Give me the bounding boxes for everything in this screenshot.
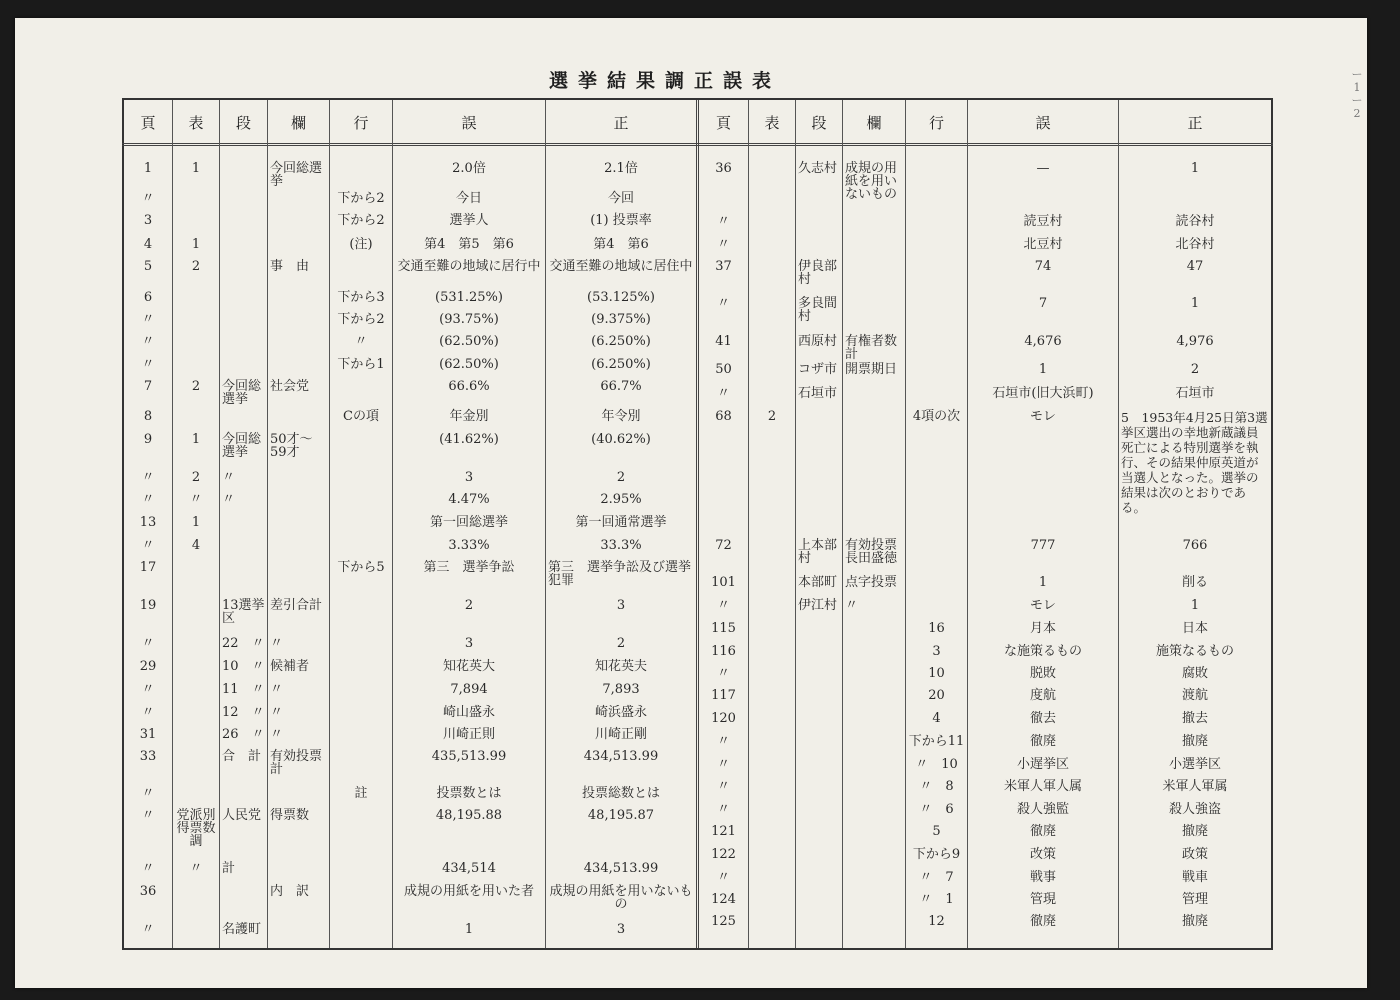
right-row-10-wrong: 1	[1038, 575, 1048, 590]
left-row-9-table: 2	[191, 379, 201, 394]
left-row-10-right: 年令別	[601, 409, 641, 424]
column-divider	[905, 100, 906, 948]
right-row-3-wrong: 74	[1034, 259, 1052, 274]
page-title: 選挙結果調正誤表	[548, 70, 781, 92]
right-row-23-wrong: 戦事	[1029, 870, 1056, 885]
left-row-21-page: 〃	[141, 705, 155, 720]
margin-note: ー1ー 2	[1351, 68, 1363, 120]
left-row-19-ran: 候補者	[270, 659, 310, 674]
column-divider	[842, 100, 843, 948]
left-row-0-ran: 今回総選挙	[270, 161, 323, 189]
right-row-25-page: 125	[711, 914, 736, 929]
left-row-20-page: 〃	[141, 682, 155, 697]
right-row-5-wrong: 4,676	[1024, 334, 1062, 349]
header-right-wrong: 誤	[1035, 114, 1051, 132]
column-divider	[329, 100, 330, 948]
left-row-7-wrong: (62.50%)	[439, 334, 499, 349]
right-row-6-page: 50	[715, 362, 732, 377]
left-row-4-table: 2	[191, 259, 201, 274]
left-row-4-right: 交通至難の地域に居住中	[549, 259, 693, 274]
column-divider	[392, 100, 393, 948]
left-row-16-right: 第三 選挙争訟及び選挙犯罪	[548, 560, 692, 588]
left-row-28-dan: 名護町	[222, 922, 262, 937]
left-row-0-wrong: 2.0倍	[452, 161, 486, 176]
left-row-25-page: 〃	[141, 808, 155, 823]
right-row-1-wrong: 読豆村	[1023, 214, 1063, 229]
right-row-12-page: 115	[711, 621, 736, 636]
column-divider	[172, 100, 173, 948]
right-row-11-page: 〃	[716, 598, 730, 613]
right-row-9-right: 766	[1182, 538, 1208, 553]
right-row-10-page: 101	[711, 575, 736, 590]
right-row-14-page: 〃	[716, 666, 730, 681]
left-row-7-right: (6.250%)	[591, 334, 651, 349]
left-row-13-wrong: 4.47%	[448, 492, 490, 507]
header-right-page: 頁	[715, 114, 731, 132]
left-row-11-wrong: (41.62%)	[439, 432, 499, 447]
left-row-21-ran: 〃	[270, 705, 284, 720]
left-row-1-wrong: 今日	[455, 191, 482, 206]
left-row-11-dan: 今回総選挙	[222, 432, 262, 460]
left-row-14-table: 1	[191, 515, 201, 530]
left-row-25-table: 党派別得票数調	[176, 808, 216, 849]
left-row-23-dan: 合 計	[222, 749, 262, 764]
right-row-7-dan: 石垣市	[798, 386, 838, 401]
right-row-20-right: 殺人強盗	[1168, 802, 1221, 817]
left-row-16-page: 17	[139, 560, 157, 575]
right-row-4-right: 1	[1190, 296, 1200, 311]
right-row-9-ran: 有効投票長田盛徳	[845, 538, 898, 566]
right-row-17-wrong: 徹廃	[1029, 734, 1056, 749]
left-row-22-wrong: 川崎正則	[442, 727, 495, 742]
column-divider	[748, 100, 749, 948]
left-row-2-wrong: 選挙人	[449, 213, 489, 228]
left-row-26-right: 434,513.99	[583, 861, 659, 876]
header-left-table: 表	[188, 114, 204, 132]
left-row-9-ran: 社会党	[270, 379, 310, 394]
right-row-9-page: 72	[715, 538, 732, 553]
right-row-6-right: 2	[1190, 362, 1200, 377]
right-row-20-gyo: 〃 6	[919, 802, 954, 817]
right-row-24-page: 124	[711, 892, 736, 907]
left-row-7-gyo: 〃	[354, 334, 368, 349]
right-row-0-ran: 成規の用紙を用いないもの	[845, 161, 898, 202]
right-row-25-gyo: 12	[928, 914, 945, 929]
right-row-20-page: 〃	[716, 802, 730, 817]
right-row-15-page: 117	[711, 688, 736, 703]
left-row-13-right: 2.95%	[600, 492, 642, 507]
right-row-4-wrong: 7	[1038, 296, 1048, 311]
right-row-10-right: 削る	[1181, 575, 1208, 590]
left-row-22-ran: 〃	[270, 727, 284, 742]
left-row-3-wrong: 第4 第5 第6	[424, 237, 514, 252]
left-row-10-page: 8	[143, 409, 153, 424]
left-row-27-page: 36	[139, 884, 157, 899]
column-divider	[795, 100, 796, 948]
right-row-16-page: 120	[711, 711, 736, 726]
left-row-27-right: 成規の用紙を用いないもの	[549, 884, 693, 912]
right-row-0-right: 1	[1190, 161, 1200, 176]
left-row-12-wrong: 3	[464, 470, 474, 485]
left-row-25-wrong: 48,195.88	[435, 808, 503, 823]
left-row-12-right: 2	[616, 470, 626, 485]
right-row-8-right: 5 1953年4月25日第3選挙区選出の幸地新蔵議員死亡による特別選挙を執行、その結果仲原英道が当選人となった。選挙の結果は次のとおりである。	[1121, 410, 1268, 515]
right-row-19-right: 米軍人軍属	[1162, 779, 1228, 794]
left-row-8-page: 〃	[141, 357, 155, 372]
header-right-ran: 欄	[866, 114, 882, 132]
right-row-6-wrong: 1	[1038, 362, 1048, 377]
left-row-25-dan: 人民党	[222, 808, 262, 823]
left-row-6-wrong: (93.75%)	[439, 312, 499, 327]
left-row-10-wrong: 年金別	[449, 409, 489, 424]
left-row-13-dan: 〃	[222, 492, 236, 507]
right-row-13-gyo: 3	[932, 644, 941, 659]
left-row-5-gyo: 下から3	[337, 290, 385, 305]
right-row-24-right: 管理	[1181, 892, 1208, 907]
right-row-21-wrong: 徹廃	[1029, 824, 1056, 839]
left-row-26-table: 〃	[189, 861, 203, 876]
right-row-17-gyo: 下から11	[908, 734, 965, 749]
right-row-17-page: 〃	[716, 734, 730, 749]
left-row-5-wrong: (531.25%)	[435, 290, 503, 305]
left-row-6-gyo: 下から2	[337, 312, 385, 327]
right-row-17-right: 撤廃	[1181, 734, 1208, 749]
left-row-18-page: 〃	[141, 636, 155, 651]
right-row-16-gyo: 4	[932, 711, 941, 726]
header-left-page: 頁	[140, 114, 156, 132]
left-row-8-wrong: (62.50%)	[439, 357, 499, 372]
left-row-3-page: 4	[143, 237, 153, 252]
left-row-22-dan: 26 〃	[222, 727, 265, 742]
header-right-right: 正	[1187, 114, 1203, 132]
left-row-13-table: 〃	[189, 492, 203, 507]
right-row-23-page: 〃	[716, 870, 730, 885]
right-row-20-wrong: 殺人強監	[1016, 802, 1069, 817]
left-row-14-right: 第一回通常選挙	[575, 515, 667, 530]
right-row-24-wrong: 管現	[1029, 892, 1056, 907]
right-row-1-right: 読谷村	[1175, 214, 1215, 229]
right-row-13-right: 施策なるもの	[1155, 644, 1234, 659]
left-row-24-wrong: 投票数とは	[436, 786, 502, 801]
left-row-0-page: 1	[143, 161, 153, 176]
right-row-8-gyo: 4項の次	[912, 409, 961, 424]
right-row-14-wrong: 脱敗	[1029, 666, 1056, 681]
left-row-22-page: 31	[139, 727, 157, 742]
right-row-16-right: 撤去	[1181, 711, 1208, 726]
left-row-26-page: 〃	[141, 861, 155, 876]
left-row-12-page: 〃	[141, 470, 155, 485]
left-row-23-ran: 有効投票計	[270, 749, 323, 777]
left-row-2-gyo: 下から2	[337, 213, 385, 228]
right-row-15-gyo: 20	[928, 688, 945, 703]
right-row-8-wrong: モレ	[1029, 409, 1056, 424]
right-row-18-gyo: 〃 10	[915, 757, 958, 772]
left-row-15-table: 4	[191, 538, 201, 553]
right-row-11-wrong: モレ	[1029, 598, 1056, 613]
left-row-25-right: 48,195.87	[587, 808, 655, 823]
left-row-18-wrong: 3	[464, 636, 474, 651]
left-row-25-ran: 得票数	[270, 808, 310, 823]
left-row-0-table: 1	[191, 161, 201, 176]
left-row-4-ran: 事 由	[270, 259, 310, 274]
left-row-19-dan: 10 〃	[222, 659, 265, 674]
left-row-23-page: 33	[139, 749, 157, 764]
left-row-15-page: 〃	[141, 538, 155, 553]
right-row-10-dan: 本部町	[798, 575, 838, 590]
left-row-19-right: 知花英夫	[594, 659, 647, 674]
left-row-16-wrong: 第三 選挙争訟	[423, 560, 515, 575]
left-row-24-right: 投票総数とは	[581, 786, 660, 801]
left-row-2-right: (1) 投票率	[590, 213, 652, 228]
header-left-gyo: 行	[353, 114, 369, 132]
header-left-dan: 段	[235, 114, 251, 132]
left-row-3-table: 1	[191, 237, 201, 252]
right-row-11-ran: 〃	[845, 598, 859, 613]
right-row-6-dan: コザ市	[798, 362, 838, 377]
right-row-22-right: 政策	[1181, 847, 1208, 862]
right-row-23-right: 戦車	[1181, 870, 1208, 885]
right-row-7-wrong: 石垣市(旧大浜町)	[992, 386, 1094, 401]
left-row-11-ran: 50才〜59才	[270, 432, 313, 460]
left-row-9-dan: 今回総選挙	[222, 379, 262, 407]
left-row-17-dan: 13選挙区	[222, 598, 265, 626]
left-row-18-dan: 22 〃	[222, 636, 265, 651]
right-row-22-wrong: 改策	[1029, 847, 1056, 862]
left-row-10-gyo: Cの項	[343, 409, 379, 424]
right-row-21-gyo: 5	[932, 824, 941, 839]
right-row-3-right: 47	[1186, 259, 1204, 274]
right-row-8-table: 2	[767, 409, 777, 424]
left-row-17-page: 19	[139, 598, 157, 613]
right-row-13-page: 116	[711, 644, 736, 659]
right-row-11-dan: 伊江村	[798, 598, 838, 613]
column-divider	[219, 100, 220, 948]
right-row-14-right: 腐敗	[1181, 666, 1208, 681]
left-row-19-page: 29	[139, 659, 157, 674]
right-row-22-page: 122	[711, 847, 736, 862]
right-row-3-dan: 伊良部村	[798, 259, 838, 287]
left-row-9-wrong: 66.6%	[448, 379, 490, 394]
header-right-dan: 段	[811, 114, 827, 132]
left-row-26-dan: 計	[222, 861, 236, 876]
right-row-2-page: 〃	[716, 237, 730, 252]
left-row-1-page: 〃	[141, 191, 155, 206]
right-row-11-right: 1	[1190, 598, 1200, 613]
right-row-1-page: 〃	[716, 214, 730, 229]
left-row-14-page: 13	[139, 515, 157, 530]
left-row-27-ran: 内 訳	[270, 884, 310, 899]
right-row-19-gyo: 〃 8	[919, 779, 954, 794]
right-row-25-right: 撤廃	[1181, 914, 1208, 929]
left-row-22-right: 川崎正剛	[594, 727, 647, 742]
left-row-11-right: (40.62%)	[591, 432, 651, 447]
left-row-28-page: 〃	[141, 922, 155, 937]
right-row-13-wrong: な施策るもの	[1003, 644, 1082, 659]
right-row-23-gyo: 〃 7	[919, 870, 954, 885]
left-row-15-wrong: 3.33%	[448, 538, 490, 553]
column-divider	[967, 100, 968, 948]
left-row-24-page: 〃	[141, 786, 155, 801]
right-row-2-right: 北谷村	[1175, 237, 1215, 252]
left-row-20-ran: 〃	[270, 682, 284, 697]
left-row-28-right: 3	[616, 922, 626, 937]
left-row-1-right: 今回	[607, 191, 634, 206]
left-row-11-page: 9	[143, 432, 153, 447]
left-row-28-wrong: 1	[464, 922, 474, 937]
right-row-25-wrong: 徹廃	[1029, 914, 1056, 929]
column-divider	[1118, 100, 1119, 948]
right-row-10-ran: 点字投票	[845, 575, 898, 590]
left-row-6-page: 〃	[141, 312, 155, 327]
left-row-12-dan: 〃	[222, 470, 236, 485]
right-row-22-gyo: 下から9	[912, 847, 961, 862]
left-row-24-gyo: 註	[354, 786, 368, 801]
left-row-15-right: 33.3%	[600, 538, 642, 553]
right-row-15-right: 渡航	[1181, 688, 1208, 703]
right-row-7-page: 〃	[716, 386, 730, 401]
right-row-12-wrong: 月本	[1029, 621, 1056, 636]
right-row-9-dan: 上本部村	[798, 538, 838, 566]
header-right-table: 表	[764, 114, 780, 132]
left-row-16-gyo: 下から5	[337, 560, 385, 575]
left-row-9-right: 66.7%	[600, 379, 642, 394]
left-row-19-wrong: 知花英大	[442, 659, 495, 674]
left-row-20-wrong: 7,894	[450, 682, 488, 697]
right-row-12-gyo: 16	[928, 621, 945, 636]
left-row-23-wrong: 435,513.99	[431, 749, 507, 764]
header-right-gyo: 行	[928, 114, 944, 132]
left-row-5-page: 6	[143, 290, 153, 305]
right-row-5-page: 41	[715, 334, 732, 349]
right-row-9-wrong: 777	[1030, 538, 1056, 553]
right-row-19-wrong: 米軍人軍人属	[1003, 779, 1082, 794]
right-row-4-dan: 多良間村	[798, 296, 838, 324]
left-row-23-right: 434,513.99	[583, 749, 659, 764]
header-left-wrong: 誤	[461, 114, 477, 132]
right-row-5-ran: 有権者数計	[845, 334, 898, 362]
right-row-18-wrong: 小遅挙区	[1016, 757, 1069, 772]
right-row-3-page: 37	[715, 259, 732, 274]
left-row-9-page: 7	[143, 379, 153, 394]
left-row-6-right: (9.375%)	[591, 312, 651, 327]
right-row-5-right: 4,976	[1176, 334, 1214, 349]
left-row-17-wrong: 2	[464, 598, 474, 613]
left-row-3-right: 第4 第6	[593, 237, 649, 252]
left-row-12-table: 2	[191, 470, 201, 485]
left-row-11-table: 1	[191, 432, 201, 447]
left-row-5-right: (53.125%)	[587, 290, 655, 305]
left-row-2-page: 3	[143, 213, 153, 228]
left-row-27-wrong: 成規の用紙を用いた者	[403, 884, 534, 899]
left-row-26-wrong: 434,514	[442, 861, 496, 876]
right-row-0-dan: 久志村	[798, 161, 838, 176]
right-row-0-wrong: —	[1036, 161, 1050, 176]
left-row-7-page: 〃	[141, 334, 155, 349]
right-row-18-page: 〃	[716, 757, 730, 772]
left-row-17-ran: 差引合計	[270, 598, 323, 613]
right-row-19-page: 〃	[716, 779, 730, 794]
left-row-20-right: 7,893	[602, 682, 640, 697]
column-divider	[267, 100, 268, 948]
right-row-4-page: 〃	[716, 296, 730, 311]
right-row-21-page: 121	[711, 824, 736, 839]
right-row-8-page: 68	[715, 409, 732, 424]
right-row-21-right: 撤廃	[1181, 824, 1208, 839]
right-row-18-right: 小選挙区	[1168, 757, 1221, 772]
center-divider	[696, 100, 699, 948]
left-row-0-right: 2.1倍	[604, 161, 638, 176]
left-row-20-dan: 11 〃	[222, 682, 265, 697]
left-row-18-right: 2	[616, 636, 626, 651]
left-row-8-gyo: 下から1	[337, 357, 385, 372]
left-row-14-wrong: 第一回総選挙	[429, 515, 508, 530]
left-row-3-gyo: (注)	[349, 237, 373, 252]
column-divider	[545, 100, 546, 948]
left-row-21-dan: 12 〃	[222, 705, 265, 720]
right-row-15-wrong: 度航	[1029, 688, 1056, 703]
right-row-6-ran: 開票期日	[845, 362, 898, 377]
left-row-21-wrong: 崎山盛永	[442, 705, 495, 720]
left-row-21-right: 崎浜盛永	[594, 705, 647, 720]
header-left-ran: 欄	[290, 114, 306, 132]
left-row-17-right: 3	[616, 598, 626, 613]
header-left-right: 正	[613, 114, 629, 132]
left-row-13-page: 〃	[141, 492, 155, 507]
right-row-12-right: 日本	[1181, 621, 1208, 636]
right-row-2-wrong: 北豆村	[1023, 237, 1063, 252]
left-row-18-ran: 〃	[270, 636, 284, 651]
right-row-24-gyo: 〃 1	[919, 892, 954, 907]
left-row-4-page: 5	[143, 259, 153, 274]
right-row-7-right: 石垣市	[1175, 386, 1215, 401]
left-row-4-wrong: 交通至難の地域に居行中	[397, 259, 541, 274]
right-row-0-page: 36	[715, 161, 732, 176]
left-row-1-gyo: 下から2	[337, 191, 385, 206]
right-row-16-wrong: 徹去	[1029, 711, 1056, 726]
left-row-8-right: (6.250%)	[591, 357, 651, 372]
right-row-14-gyo: 10	[928, 666, 945, 681]
right-row-5-dan: 西原村	[798, 334, 838, 349]
